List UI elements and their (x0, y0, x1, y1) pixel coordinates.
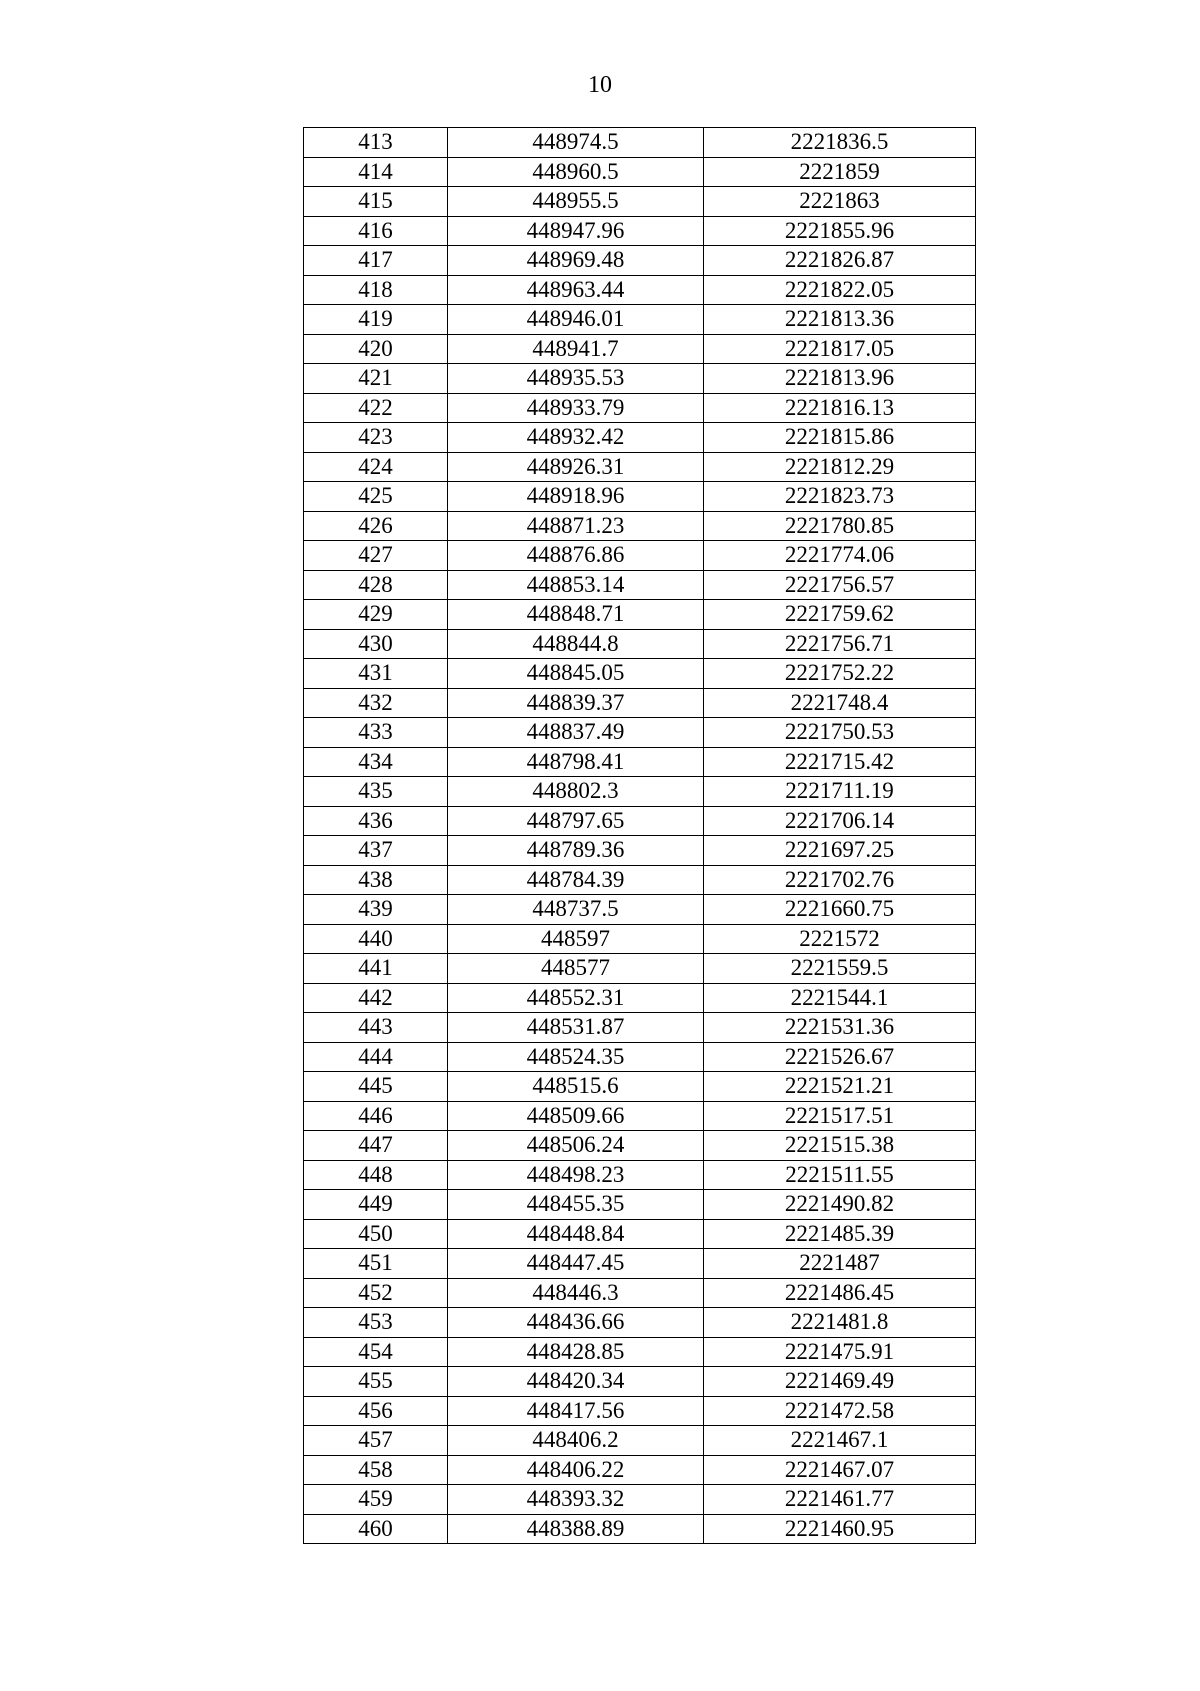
point-number-cell: 436 (304, 806, 448, 836)
y-coordinate-cell: 2221486.45 (704, 1278, 976, 1308)
y-coordinate-cell: 2221660.75 (704, 895, 976, 925)
point-number-cell: 453 (304, 1308, 448, 1338)
table-row (304, 1337, 976, 1367)
point-number-cell: 429 (304, 600, 448, 630)
y-coordinate-cell: 2221472.58 (704, 1396, 976, 1426)
table-row (304, 924, 976, 954)
y-coordinate-cell: 2221715.42 (704, 747, 976, 777)
table-row (304, 1485, 976, 1515)
point-number-cell: 420 (304, 334, 448, 364)
x-coordinate-cell: 448428.85 (448, 1337, 704, 1367)
x-coordinate-cell: 448871.23 (448, 511, 704, 541)
x-coordinate-cell: 448853.14 (448, 570, 704, 600)
table-row (304, 423, 976, 453)
point-number-cell: 439 (304, 895, 448, 925)
y-coordinate-cell: 2221750.53 (704, 718, 976, 748)
point-number-cell: 456 (304, 1396, 448, 1426)
point-number-cell: 423 (304, 423, 448, 453)
x-coordinate-cell: 448797.65 (448, 806, 704, 836)
x-coordinate-cell: 448789.36 (448, 836, 704, 866)
y-coordinate-cell: 2221826.87 (704, 246, 976, 276)
point-number-cell: 422 (304, 393, 448, 423)
x-coordinate-cell: 448926.31 (448, 452, 704, 482)
point-number-cell: 458 (304, 1455, 448, 1485)
point-number-cell: 416 (304, 216, 448, 246)
x-coordinate-cell: 448933.79 (448, 393, 704, 423)
y-coordinate-cell: 2221780.85 (704, 511, 976, 541)
table-row (304, 511, 976, 541)
y-coordinate-cell: 2221822.05 (704, 275, 976, 305)
table-row (304, 216, 976, 246)
x-coordinate-cell: 448406.22 (448, 1455, 704, 1485)
x-coordinate-cell: 448848.71 (448, 600, 704, 630)
table-row (304, 305, 976, 335)
point-number-cell: 446 (304, 1101, 448, 1131)
coordinate-table-body (304, 128, 976, 1544)
table-row (304, 1160, 976, 1190)
y-coordinate-cell: 2221469.49 (704, 1367, 976, 1397)
x-coordinate-cell: 448531.87 (448, 1013, 704, 1043)
table-row (304, 629, 976, 659)
y-coordinate-cell: 2221531.36 (704, 1013, 976, 1043)
x-coordinate-cell: 448802.3 (448, 777, 704, 807)
point-number-cell: 433 (304, 718, 448, 748)
point-number-cell: 431 (304, 659, 448, 689)
point-number-cell: 428 (304, 570, 448, 600)
table-row (304, 1426, 976, 1456)
table-row (304, 1219, 976, 1249)
table-row (304, 1072, 976, 1102)
table-row (304, 452, 976, 482)
point-number-cell: 444 (304, 1042, 448, 1072)
y-coordinate-cell: 2221467.1 (704, 1426, 976, 1456)
point-number-cell: 435 (304, 777, 448, 807)
y-coordinate-cell: 2221461.77 (704, 1485, 976, 1515)
y-coordinate-cell: 2221467.07 (704, 1455, 976, 1485)
x-coordinate-cell: 448448.84 (448, 1219, 704, 1249)
point-number-cell: 426 (304, 511, 448, 541)
point-number-cell: 457 (304, 1426, 448, 1456)
point-number-cell: 425 (304, 482, 448, 512)
x-coordinate-cell: 448918.96 (448, 482, 704, 512)
point-number-cell: 445 (304, 1072, 448, 1102)
y-coordinate-cell: 2221526.67 (704, 1042, 976, 1072)
table-row (304, 1396, 976, 1426)
table-row (304, 157, 976, 187)
point-number-cell: 449 (304, 1190, 448, 1220)
y-coordinate-cell: 2221711.19 (704, 777, 976, 807)
point-number-cell: 460 (304, 1514, 448, 1544)
x-coordinate-cell: 448498.23 (448, 1160, 704, 1190)
table-row (304, 983, 976, 1013)
table-row (304, 806, 976, 836)
point-number-cell: 442 (304, 983, 448, 1013)
y-coordinate-cell: 2221490.82 (704, 1190, 976, 1220)
y-coordinate-cell: 2221823.73 (704, 482, 976, 512)
y-coordinate-cell: 2221511.55 (704, 1160, 976, 1190)
table-row (304, 954, 976, 984)
point-number-cell: 421 (304, 364, 448, 394)
y-coordinate-cell: 2221813.36 (704, 305, 976, 335)
y-coordinate-cell: 2221485.39 (704, 1219, 976, 1249)
table-row (304, 541, 976, 571)
table-row (304, 747, 976, 777)
x-coordinate-cell: 448420.34 (448, 1367, 704, 1397)
x-coordinate-cell: 448845.05 (448, 659, 704, 689)
table-row (304, 246, 976, 276)
y-coordinate-cell: 2221759.62 (704, 600, 976, 630)
point-number-cell: 450 (304, 1219, 448, 1249)
point-number-cell: 419 (304, 305, 448, 335)
x-coordinate-cell: 448876.86 (448, 541, 704, 571)
table-row (304, 895, 976, 925)
x-coordinate-cell: 448515.6 (448, 1072, 704, 1102)
y-coordinate-cell: 2221855.96 (704, 216, 976, 246)
x-coordinate-cell: 448406.2 (448, 1426, 704, 1456)
y-coordinate-cell: 2221572 (704, 924, 976, 954)
x-coordinate-cell: 448455.35 (448, 1190, 704, 1220)
x-coordinate-cell: 448509.66 (448, 1101, 704, 1131)
x-coordinate-cell: 448552.31 (448, 983, 704, 1013)
point-number-cell: 455 (304, 1367, 448, 1397)
coordinate-table (303, 127, 976, 1544)
x-coordinate-cell: 448974.5 (448, 128, 704, 158)
point-number-cell: 441 (304, 954, 448, 984)
x-coordinate-cell: 448932.42 (448, 423, 704, 453)
y-coordinate-cell: 2221697.25 (704, 836, 976, 866)
page-number: 10 (588, 72, 612, 98)
table-row (304, 1514, 976, 1544)
y-coordinate-cell: 2221812.29 (704, 452, 976, 482)
x-coordinate-cell: 448837.49 (448, 718, 704, 748)
y-coordinate-cell: 2221544.1 (704, 983, 976, 1013)
table-row (304, 865, 976, 895)
y-coordinate-cell: 2221752.22 (704, 659, 976, 689)
point-number-cell: 417 (304, 246, 448, 276)
point-number-cell: 424 (304, 452, 448, 482)
y-coordinate-cell: 2221702.76 (704, 865, 976, 895)
table-row (304, 688, 976, 718)
table-row (304, 1278, 976, 1308)
x-coordinate-cell: 448784.39 (448, 865, 704, 895)
y-coordinate-cell: 2221559.5 (704, 954, 976, 984)
x-coordinate-cell: 448436.66 (448, 1308, 704, 1338)
table-row (304, 659, 976, 689)
y-coordinate-cell: 2221517.51 (704, 1101, 976, 1131)
point-number-cell: 438 (304, 865, 448, 895)
table-row (304, 482, 976, 512)
y-coordinate-cell: 2221774.06 (704, 541, 976, 571)
table-row (304, 275, 976, 305)
x-coordinate-cell: 448597 (448, 924, 704, 954)
y-coordinate-cell: 2221836.5 (704, 128, 976, 158)
y-coordinate-cell: 2221748.4 (704, 688, 976, 718)
table-row (304, 1249, 976, 1279)
table-row (304, 334, 976, 364)
table-row (304, 1367, 976, 1397)
table-row (304, 836, 976, 866)
point-number-cell: 459 (304, 1485, 448, 1515)
y-coordinate-cell: 2221817.05 (704, 334, 976, 364)
table-row (304, 1101, 976, 1131)
y-coordinate-cell: 2221515.38 (704, 1131, 976, 1161)
point-number-cell: 434 (304, 747, 448, 777)
table-row (304, 1455, 976, 1485)
table-row (304, 1042, 976, 1072)
point-number-cell: 440 (304, 924, 448, 954)
y-coordinate-cell: 2221816.13 (704, 393, 976, 423)
x-coordinate-cell: 448447.45 (448, 1249, 704, 1279)
y-coordinate-cell: 2221756.71 (704, 629, 976, 659)
x-coordinate-cell: 448955.5 (448, 187, 704, 217)
point-number-cell: 427 (304, 541, 448, 571)
x-coordinate-cell: 448393.32 (448, 1485, 704, 1515)
point-number-cell: 413 (304, 128, 448, 158)
x-coordinate-cell: 448798.41 (448, 747, 704, 777)
x-coordinate-cell: 448506.24 (448, 1131, 704, 1161)
table-row (304, 777, 976, 807)
point-number-cell: 448 (304, 1160, 448, 1190)
point-number-cell: 451 (304, 1249, 448, 1279)
table-row (304, 1308, 976, 1338)
x-coordinate-cell: 448935.53 (448, 364, 704, 394)
x-coordinate-cell: 448969.48 (448, 246, 704, 276)
y-coordinate-cell: 2221521.21 (704, 1072, 976, 1102)
x-coordinate-cell: 448446.3 (448, 1278, 704, 1308)
x-coordinate-cell: 448839.37 (448, 688, 704, 718)
point-number-cell: 414 (304, 157, 448, 187)
y-coordinate-cell: 2221863 (704, 187, 976, 217)
point-number-cell: 447 (304, 1131, 448, 1161)
x-coordinate-cell: 448577 (448, 954, 704, 984)
y-coordinate-cell: 2221813.96 (704, 364, 976, 394)
x-coordinate-cell: 448388.89 (448, 1514, 704, 1544)
table-row (304, 128, 976, 158)
table-row (304, 1190, 976, 1220)
point-number-cell: 452 (304, 1278, 448, 1308)
table-row (304, 1013, 976, 1043)
y-coordinate-cell: 2221475.91 (704, 1337, 976, 1367)
table-row (304, 600, 976, 630)
table-row (304, 718, 976, 748)
point-number-cell: 437 (304, 836, 448, 866)
point-number-cell: 418 (304, 275, 448, 305)
x-coordinate-cell: 448941.7 (448, 334, 704, 364)
y-coordinate-cell: 2221756.57 (704, 570, 976, 600)
y-coordinate-cell: 2221481.8 (704, 1308, 976, 1338)
x-coordinate-cell: 448960.5 (448, 157, 704, 187)
point-number-cell: 432 (304, 688, 448, 718)
y-coordinate-cell: 2221460.95 (704, 1514, 976, 1544)
point-number-cell: 430 (304, 629, 448, 659)
table-row (304, 364, 976, 394)
x-coordinate-cell: 448963.44 (448, 275, 704, 305)
x-coordinate-cell: 448946.01 (448, 305, 704, 335)
table-row (304, 187, 976, 217)
y-coordinate-cell: 2221815.86 (704, 423, 976, 453)
x-coordinate-cell: 448737.5 (448, 895, 704, 925)
point-number-cell: 443 (304, 1013, 448, 1043)
x-coordinate-cell: 448524.35 (448, 1042, 704, 1072)
table-row (304, 1131, 976, 1161)
x-coordinate-cell: 448417.56 (448, 1396, 704, 1426)
table-row (304, 570, 976, 600)
x-coordinate-cell: 448844.8 (448, 629, 704, 659)
table-row (304, 393, 976, 423)
point-number-cell: 454 (304, 1337, 448, 1367)
point-number-cell: 415 (304, 187, 448, 217)
y-coordinate-cell: 2221859 (704, 157, 976, 187)
y-coordinate-cell: 2221706.14 (704, 806, 976, 836)
y-coordinate-cell: 2221487 (704, 1249, 976, 1279)
x-coordinate-cell: 448947.96 (448, 216, 704, 246)
